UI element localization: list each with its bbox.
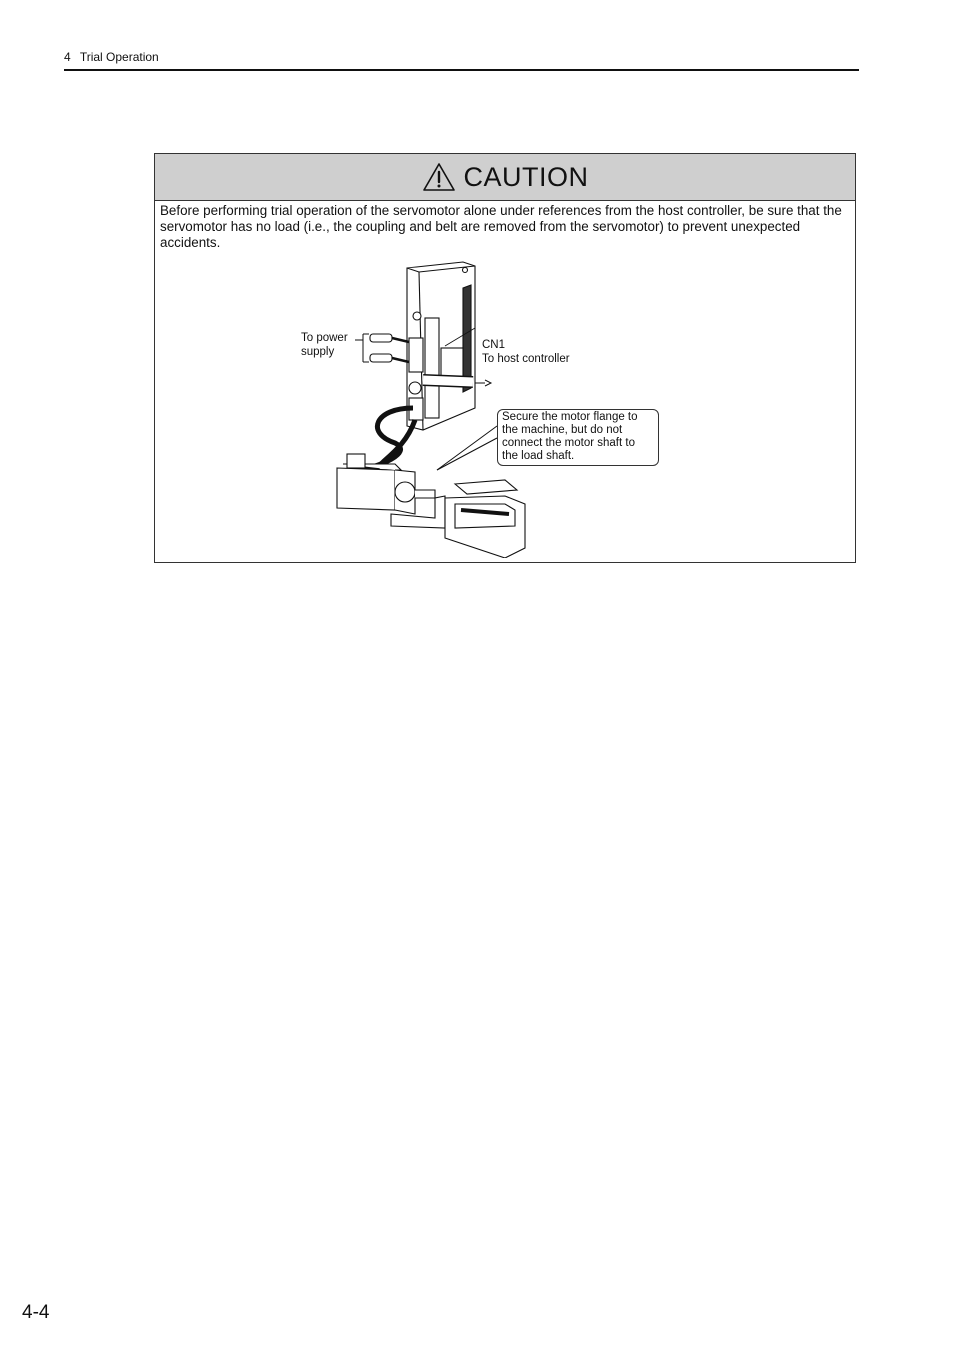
chapter-title: Trial Operation: [79, 50, 159, 64]
page-number: 4-4: [22, 1302, 50, 1323]
servo-setup-figure: [295, 258, 675, 558]
chapter-number: 4: [64, 50, 71, 64]
callout-line: Secure the motor flange to: [502, 411, 638, 423]
power-supply-label-line1: To power: [301, 332, 348, 344]
power-supply-label-line2: supply: [301, 346, 335, 358]
warning-triangle-icon: [422, 162, 456, 192]
servo-illustration: [295, 258, 675, 558]
caution-text: Before performing trial operation of the servomotor alone under references from the host controller, be sure that the servomotor has no load (i.e., the coupling and belt are removed from the servomotor) to prevent unexpected accidents.: [160, 203, 842, 250]
cn1-label: CN1: [482, 339, 506, 351]
host-controller-label: To host controller: [482, 353, 570, 365]
running-header: [64, 50, 859, 71]
mounting-callout: [497, 409, 659, 466]
caution-header: [155, 154, 855, 201]
callout-line: connect the motor shaft to: [502, 437, 635, 449]
caution-title: CAUTION: [463, 161, 589, 192]
callout-line: the load shaft.: [502, 450, 575, 462]
callout-line: the machine, but do not: [502, 424, 623, 436]
caution-box: [154, 153, 856, 563]
